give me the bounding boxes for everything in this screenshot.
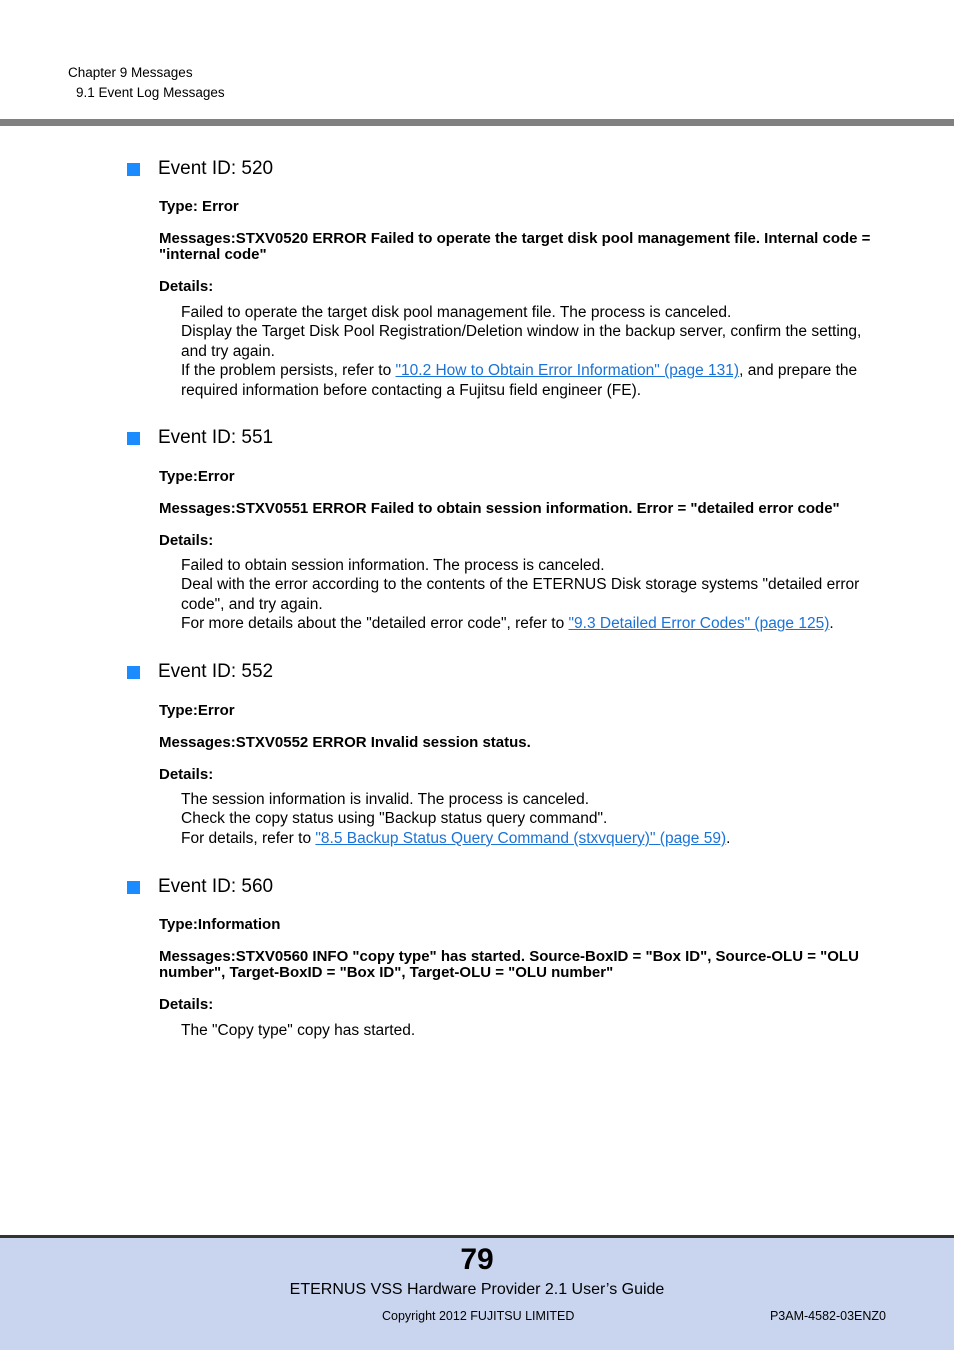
xref-link-detailed-error-codes[interactable]: "9.3 Detailed Error Codes" (page 125) (568, 615, 830, 633)
event-details (181, 790, 889, 848)
event-message: Messages:STXV0551 ERROR Failed to obtain session information. Error = "detailed error code" (159, 500, 840, 517)
details-label: Details: (159, 996, 214, 1013)
details-line (181, 614, 889, 633)
event-heading (127, 427, 273, 449)
details-line: Deal with the error according to the contents of the ETERNUS Disk storage systems "detailed error code", and try again. (181, 576, 860, 613)
details-text: , and prepare the required information before contacting a Fujitsu field engineer (FE). (181, 362, 858, 399)
bullet-square-icon (127, 432, 140, 445)
section-title: 9.1 Event Log Messages (76, 85, 225, 100)
details-line (181, 361, 889, 400)
event-title: Event ID: 520 (158, 158, 274, 179)
bullet-square-icon (127, 666, 140, 679)
bullet-square-icon (127, 881, 140, 894)
event-type: Type:Error (159, 468, 235, 485)
details-line: Failed to obtain session information. The process is canceled. (181, 557, 605, 574)
header-divider (0, 119, 954, 126)
details-text: For details, refer to (181, 829, 316, 847)
copyright-notice: Copyright 2012 FUJITSU LIMITED (382, 1309, 575, 1323)
xref-link-backup-status-query[interactable]: "8.5 Backup Status Query Command (stxvquery)" (page 59) (315, 829, 727, 847)
running-header (68, 63, 225, 103)
event-heading (127, 158, 273, 180)
footer-divider (0, 1235, 954, 1238)
event-heading (127, 876, 273, 898)
event-details (181, 1021, 889, 1040)
event-details (181, 303, 889, 400)
event-type: Type: Error (159, 198, 239, 215)
details-line: Check the copy status using "Backup status query command". (181, 810, 608, 828)
details-label: Details: (159, 766, 214, 783)
chapter-title: Chapter 9 Messages (68, 65, 193, 80)
page-footer (0, 1235, 954, 1350)
details-line: The session information is invalid. The process is canceled. (181, 791, 590, 808)
event-type: Type:Information (159, 916, 281, 933)
details-label: Details: (159, 278, 214, 295)
event-title: Event ID: 551 (158, 427, 274, 448)
event-type: Type:Error (159, 702, 235, 719)
event-message: Messages:STXV0560 INFO "copy type" has started. Source-BoxID = "Box ID", Source-OLU = "OLU number", Target-BoxID = "Box ID", Target-OLU = "OLU number" (159, 948, 859, 981)
event-heading (127, 661, 273, 683)
details-text: If the problem persists, refer to (181, 362, 396, 380)
details-line: Failed to operate the target disk pool management file. The process is canceled. (181, 304, 732, 321)
details-line: Display the Target Disk Pool Registration/Deletion window in the backup server, confirm the setting, and try again. (181, 323, 862, 360)
event-title: Event ID: 552 (158, 661, 274, 682)
event-title: Event ID: 560 (158, 876, 274, 897)
details-text: For more details about the "detailed error code", refer to (181, 615, 569, 633)
details-line (181, 829, 889, 848)
bullet-square-icon (127, 163, 140, 176)
details-line: The "Copy type" copy has started. (181, 1022, 416, 1039)
details-label: Details: (159, 532, 214, 549)
document-code: P3AM-4582-03ENZ0 (769, 1309, 886, 1323)
event-message: Messages:STXV0520 ERROR Failed to operate the target disk pool management file. Internal code = "internal code" (159, 230, 871, 263)
guide-title: ETERNUS VSS Hardware Provider 2.1 User’s Guide (289, 1281, 665, 1298)
details-text: . (726, 829, 731, 847)
event-details (181, 556, 889, 634)
xref-link-error-information[interactable]: "10.2 How to Obtain Error Information" (page 131) (395, 362, 740, 380)
details-text: . (829, 615, 834, 633)
event-message: Messages:STXV0552 ERROR Invalid session status. (159, 734, 531, 751)
page-number: 79 (460, 1243, 494, 1276)
